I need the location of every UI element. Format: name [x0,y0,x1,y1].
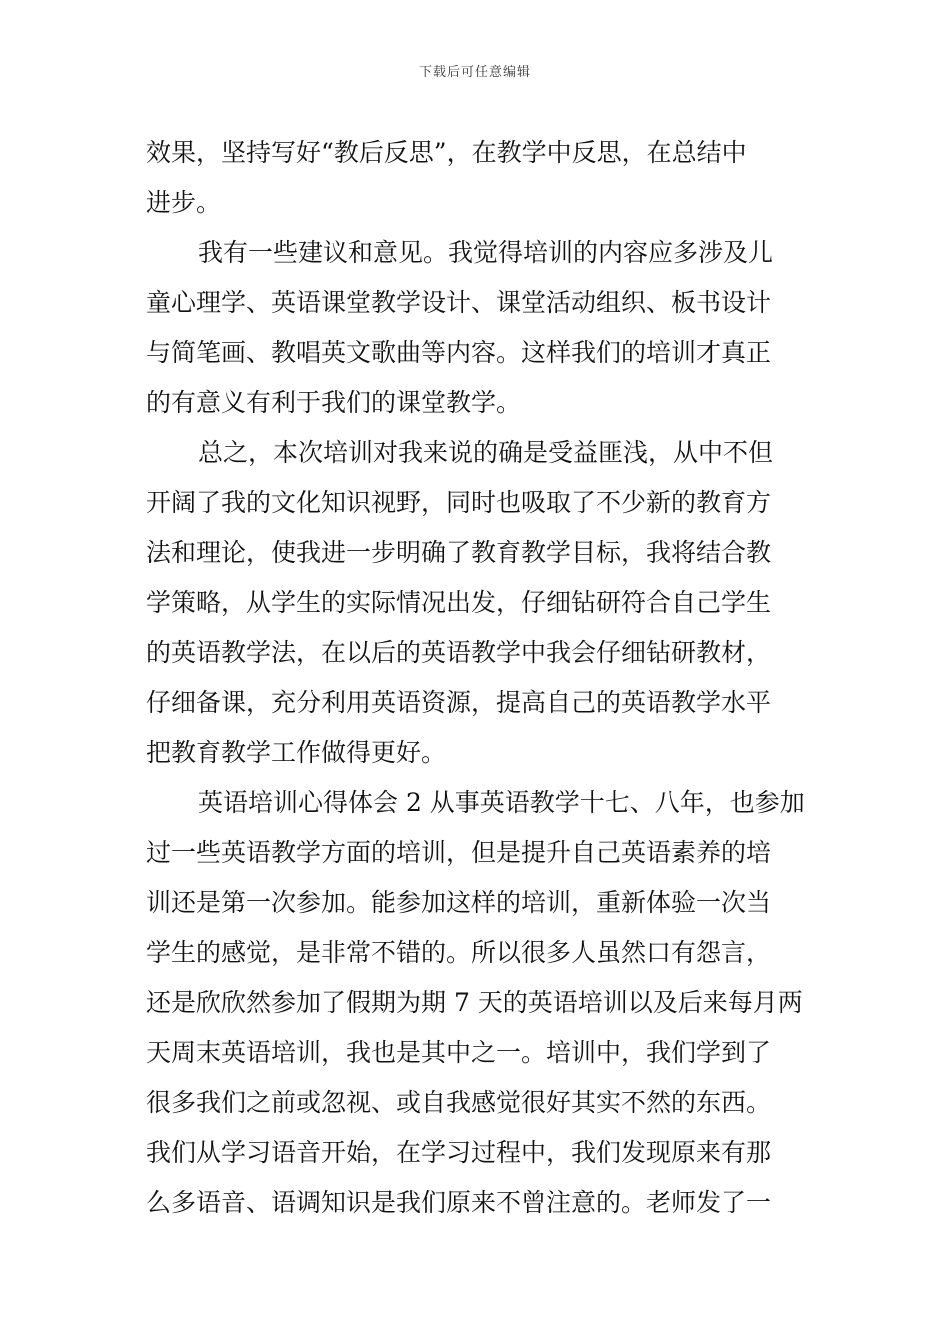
text-line: 法和理论，使我进一步明确了教育教学目标，我将结合教 [146,538,772,567]
text-line: 天周末英语培训，我也是其中之一。培训中，我们学到了 [146,1038,772,1067]
document-body [146,128,812,1228]
text-line: 学策略，从学生的实际情况出发，仔细钻研符合自己学生 [146,588,772,617]
text-line: 我有一些建议和意见。我觉得培训的内容应多涉及儿 [198,238,774,267]
text-line: 童心理学、英语课堂教学设计、课堂活动组织、板书设计 [146,288,772,317]
text-line: 英语培训心得体会 2 从事英语教学十七、八年，也参加 [198,788,805,817]
text-line: 效果，坚持写好“教后反思”，在教学中反思，在总结中 [146,138,747,167]
text-line: 与简笔画、教唱英文歌曲等内容。这样我们的培训才真正 [146,338,772,367]
text-line: 么多语音、语调知识是我们原来不曾注意的。老师发了一 [146,1188,772,1217]
text-line: 开阔了我的文化知识视野，同时也吸取了不少新的教育方 [146,488,772,517]
text-line: 把教育教学工作做得更好。 [146,738,447,767]
page-header: 下载后可任意编辑 [418,65,531,80]
text-line: 过一些英语教学方面的培训，但是提升自己英语素养的培 [146,838,772,867]
paragraph-1 [146,128,812,228]
text-line: 总之，本次培训对我来说的确是受益匪浅，从中不但 [198,438,774,467]
paragraph-3 [146,428,812,778]
text-line: 很多我们之前或忽视、或自我感觉很好其实不然的东西。 [146,1088,772,1117]
text-line: 训还是第一次参加。能参加这样的培训，重新体验一次当 [146,888,772,917]
paragraph-2 [146,228,812,428]
text-line: 学生的感觉，是非常不错的。所以很多人虽然口有怨言， [146,938,772,967]
text-line: 进步。 [146,188,222,217]
text-line: 还是欣欣然参加了假期为期 7 天的英语培训以及后来每月两 [146,988,803,1017]
text-line: 的英语教学法，在以后的英语教学中我会仔细钻研教材， [146,638,772,667]
text-line: 我们从学习语音开始，在学习过程中，我们发现原来有那 [146,1138,772,1167]
text-line: 的有意义有利于我们的课堂教学。 [146,388,522,417]
text-line: 仔细备课，充分利用英语资源，提高自己的英语教学水平 [146,688,772,717]
paragraph-4 [146,778,812,1228]
